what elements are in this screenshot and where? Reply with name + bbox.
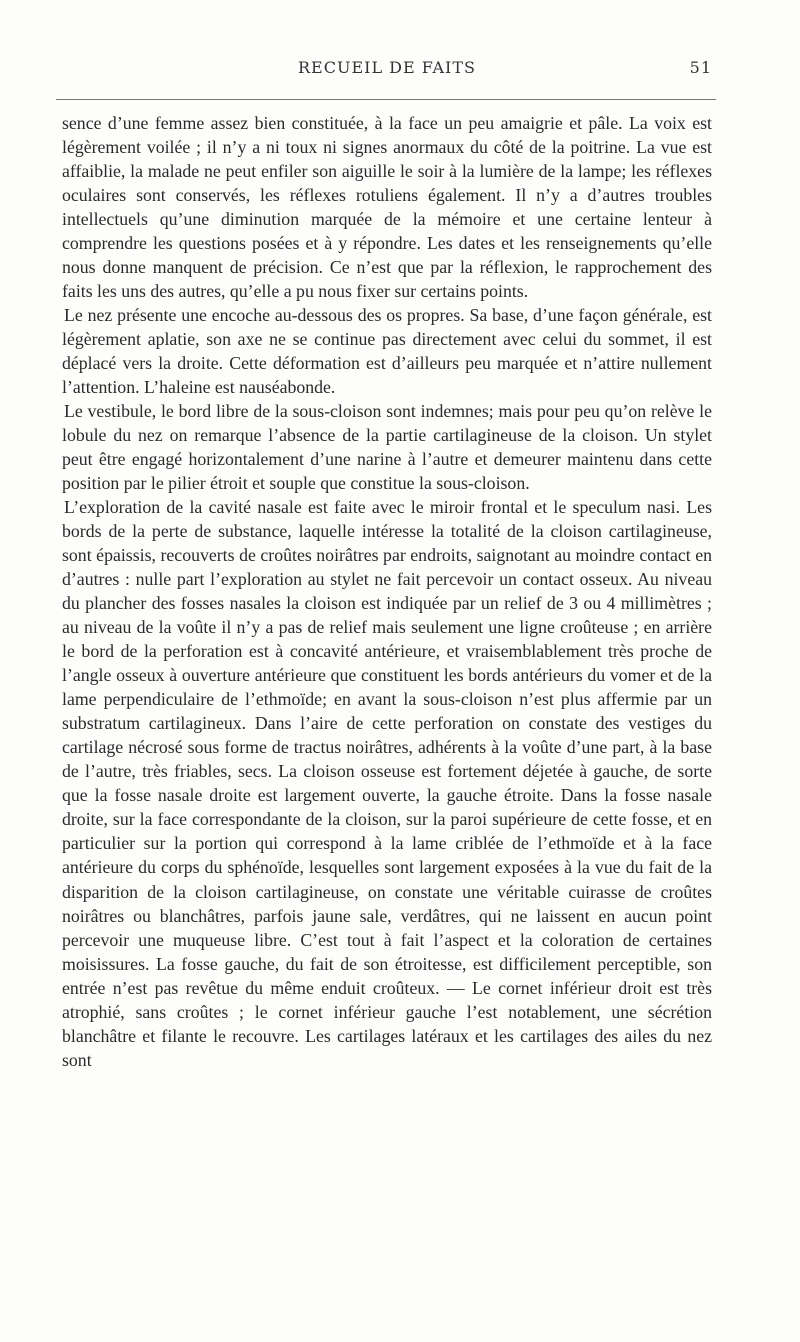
paragraph-1: sence d’une femme assez bien constituée, à la face un peu amaigrie et pâle. La voix est légèrement voilée ; il n’y a ni toux ni signes anormaux du côté de la poitrine. La vue est affaiblie, la malade ne peut enfiler son aiguille le soir à la lumière de la lampe; les réflexes oculaires sont conservés, les réflexes rotuliens également. Il n’y a d’autres troubles intellectuels qu’une diminution marquée de la mémoire et une certaine lenteur à comprendre les questions posées et à y répondre. Les dates et les renseignements qu’elle nous donne manquent de précision. Ce n’est que par la réflexion, le rapprochement des faits les uns des autres, qu’elle a pu nous fixer sur certains points. bbox=[62, 113, 712, 302]
paragraph-2: Le nez présente une encoche au-dessous des os propres. Sa base, d’une façon générale, est légèrement aplatie, son axe ne se continue pas directement avec celui du sommet, il est déplacé vers la droite. Cette déformation est d’ailleurs peu marquée et n’attire nullement l’attention. L’haleine est nauséabonde. bbox=[62, 305, 712, 398]
running-head bbox=[62, 58, 712, 84]
paragraph-4: L’exploration de la cavité nasale est faite avec le miroir frontal et le speculum nasi. Les bords de la perte de substance, laquelle intéresse la totalité de la cloison cartilagineuse, sont épaissis, recouverts de croûtes noirâtres par endroits, saignotant au moindre contact en d’autres : nulle part l’exploration au stylet ne fait percevoir un contact osseux. Au niveau du plancher des fosses nasales la cloison est indiquée par un relief de 3 ou 4 millimètres ; au niveau de la voûte il n’y a pas de relief mais seulement une ligne croûteuse ; en arrière le bord de la perforation est à concavité antérieure, et vraisemblablement très proche de l’angle osseux à ouverture antérieure que constituent les bords antérieurs du vomer et de la lame perpendiculaire de l’ethmoïde; en avant la sous-cloison n’est plus affermie par un substratum cartilagineux. Dans l’aire de cette perforation on constate des vestiges du cartilage nécrosé sous forme de tractus noirâtres, adhérents à la voûte d’une part, à la base de l’autre, très friables, secs. La cloison osseuse est fortement déjetée à gauche, de sorte que la fosse nasale droite est largement ouverte, la gauche étroite. Dans la fosse nasale droite, sur la face correspondante de la cloison, sur la paroi supérieure de cette fosse, et en particulier sur la portion qui correspond à la lame criblée de l’ethmoïde et à la face antérieure du corps du sphénoïde, lesquelles sont largement exposées à la vue du fait de la disparition de la cloison cartilagineuse, on constate une véritable cuirasse de croûtes noirâtres ou blanchâtres, parfois jaune sale, verdâtres, qui ne laissent en aucun point percevoir une muqueuse libre. C’est tout à fait l’aspect et la coloration de certaines moisissures. La fosse gauche, du fait de son étroitesse, est difficilement perceptible, son entrée n’est pas revêtue du même enduit croûteux. — Le cornet inférieur droit est très atrophié, sans croûtes ; le cornet inférieur gauche l’est notablement, une sécrétion blanchâtre et filante le recouvre. Les cartilages latéraux et les cartilages des ailes du nez sont bbox=[62, 497, 712, 1070]
page-body bbox=[62, 111, 712, 1072]
page-number: 51 bbox=[689, 58, 712, 77]
header-rule bbox=[56, 99, 716, 100]
paragraph-3: Le vestibule, le bord libre de la sous-cloison sont indemnes; mais pour peu qu’on relève le lobule du nez on remarque l’absence de la partie cartilagineuse de la cloison. Un stylet peut être engagé horizontalement d’une narine à l’autre et demeurer maintenu dans cette position par le pilier étroit et souple que constitue la sous-cloison. bbox=[62, 401, 712, 494]
running-title: RECUEIL DE FAITS bbox=[298, 58, 476, 77]
